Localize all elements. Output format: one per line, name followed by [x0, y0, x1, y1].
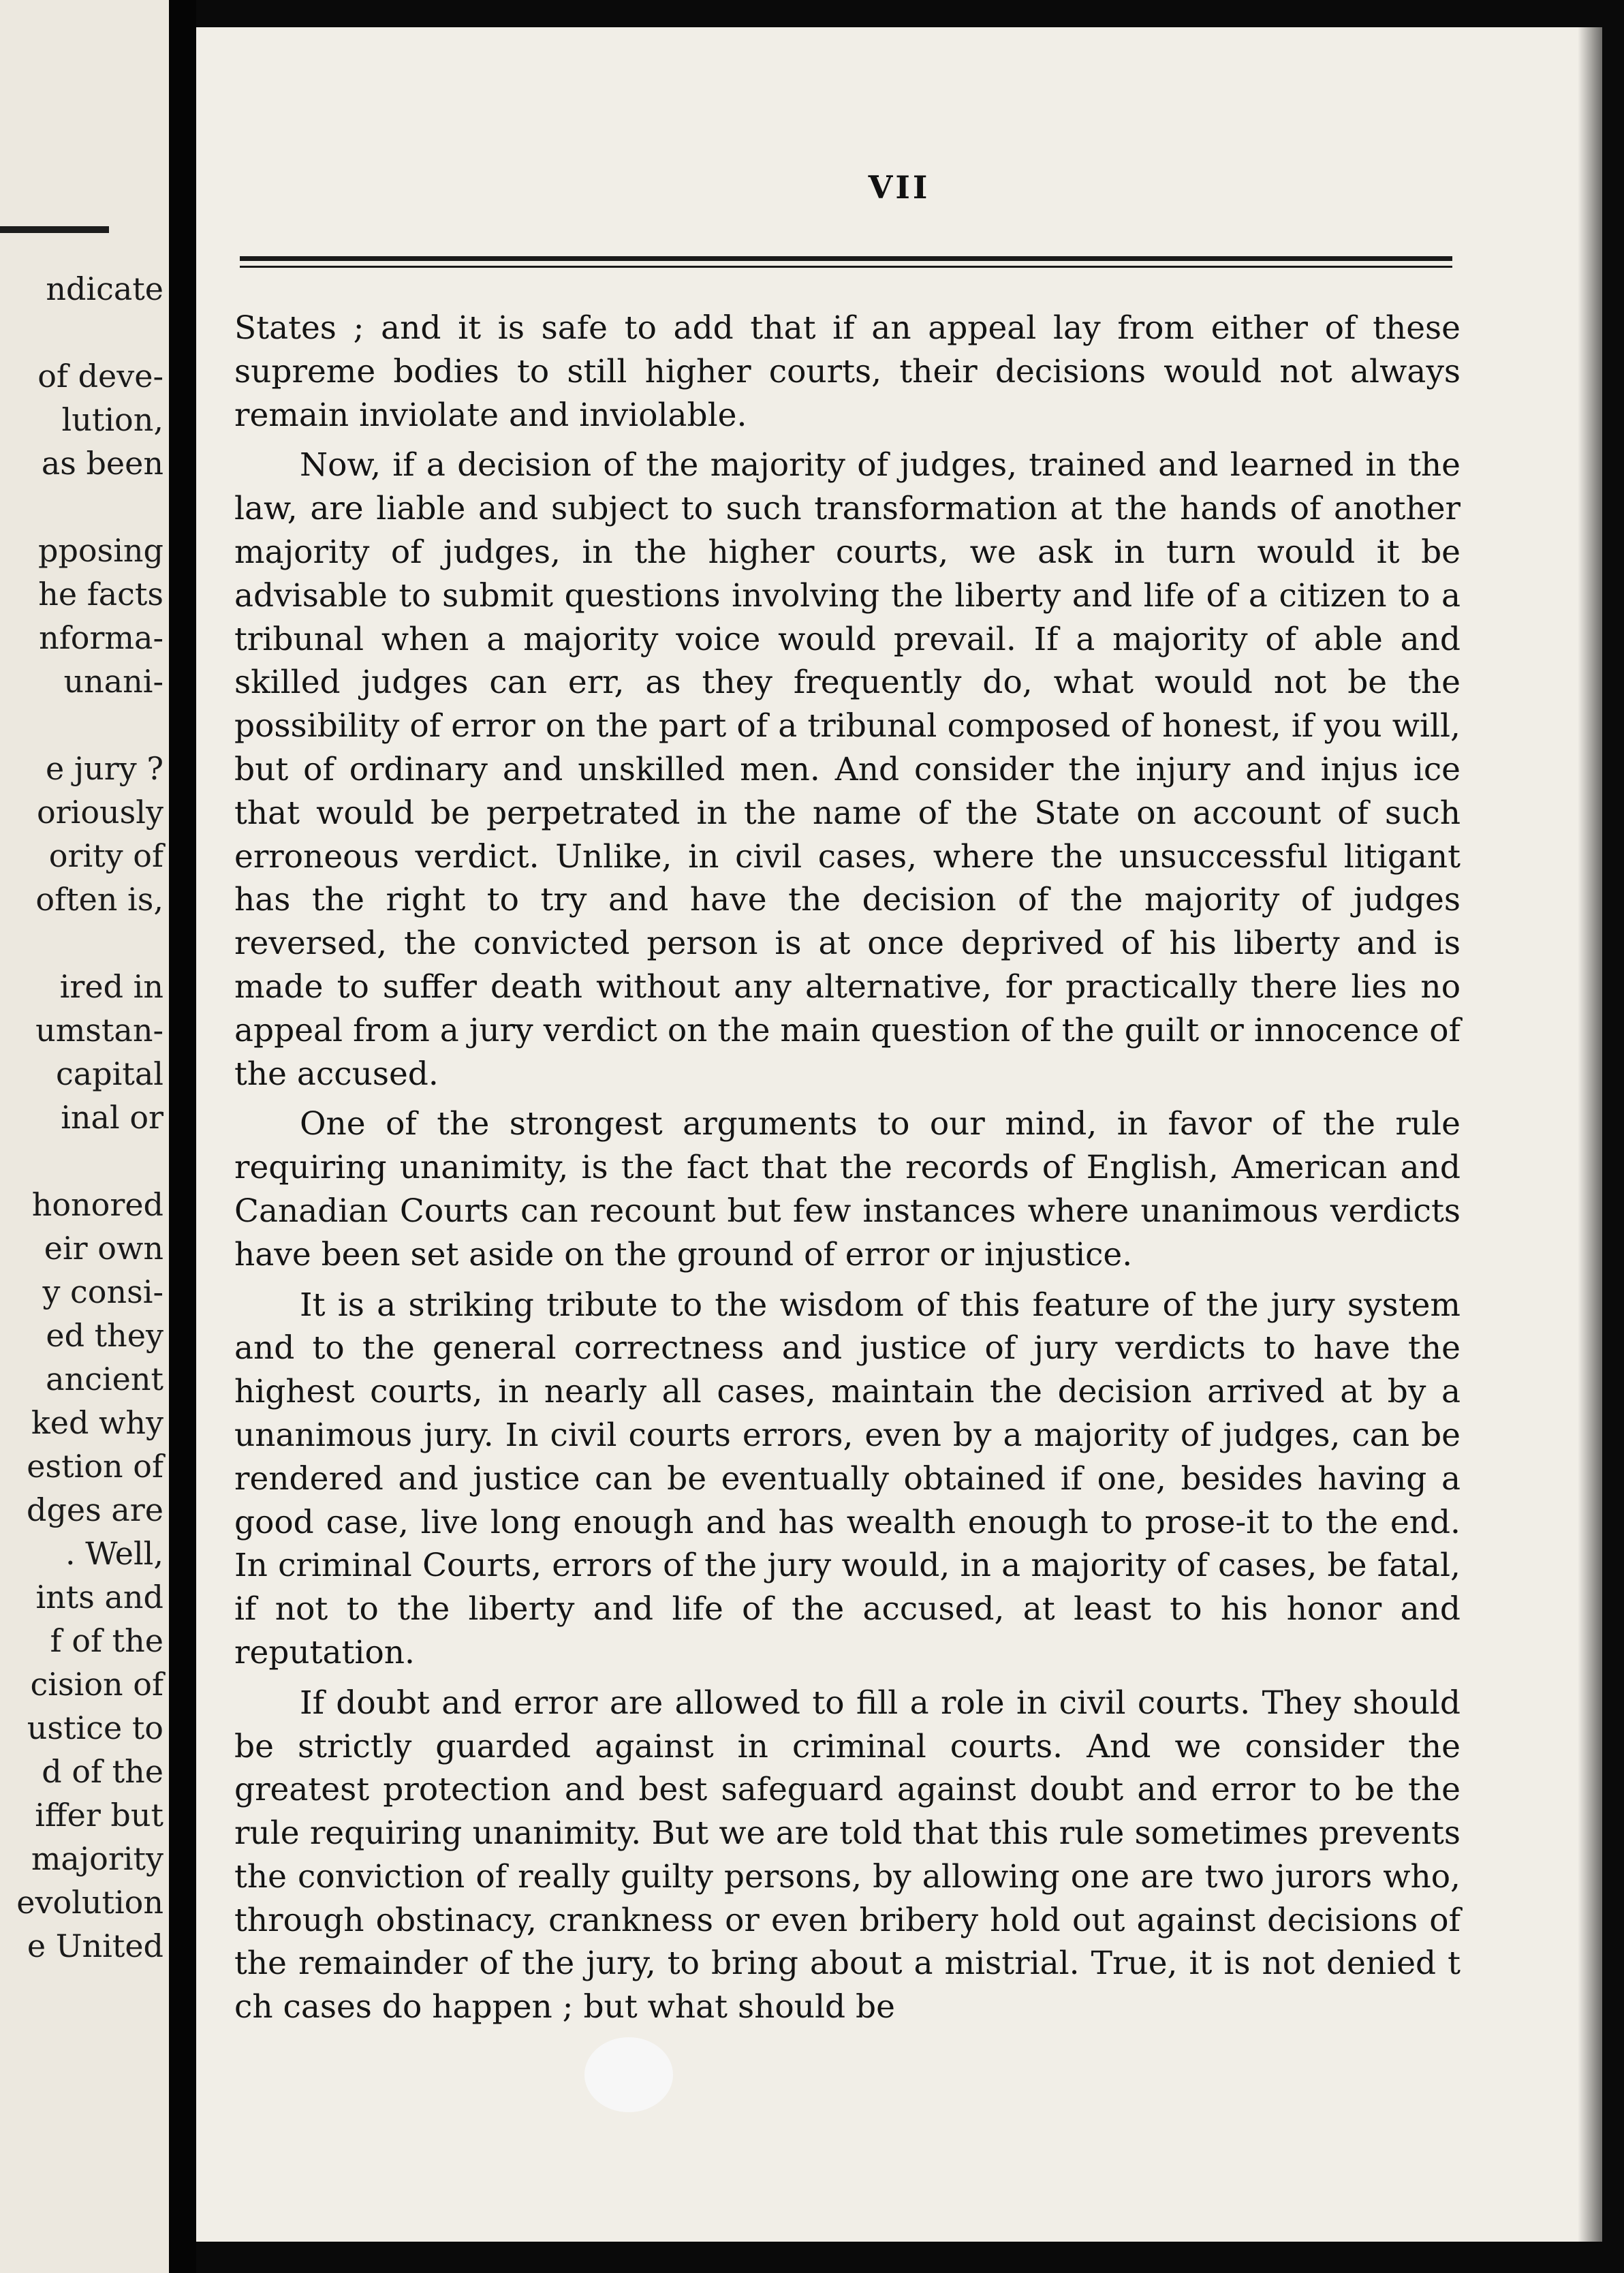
header-rule-thin — [240, 266, 1452, 268]
left-page-line: eir own — [44, 1230, 163, 1267]
left-page-line — [0, 311, 163, 354]
page-edge-shadow — [1578, 27, 1602, 2242]
paragraph: It is a striking tribute to the wisdom of this feature of the jury system and to the general correctness and justice of jury verdicts to have the highest courts, in nearly all cases, maintain the decision arrived at by a unanimous jury. In civil courts errors, even by a majority of judges, can be rendered and justice can be eventually obtained if one, besides having a good case, live long enough and has wealth enough to prose-it to the end. In criminal Courts, errors of the jury would, in a majority of cases, be fatal, if not to the liberty and life of the accused, at least to his honor and reputation. — [234, 1286, 1461, 1671]
left-page-line: e United — [27, 1928, 163, 1964]
left-page-line — [0, 1139, 163, 1183]
left-page-line: pposing — [38, 532, 163, 569]
left-page-line: ints and — [35, 1579, 163, 1615]
left-page-line: of deve- — [37, 358, 163, 395]
left-page-line: f of the — [50, 1622, 163, 1659]
left-page-line: often is, — [35, 881, 163, 918]
left-page-line: iffer but — [35, 1797, 163, 1834]
left-page-line: e jury ? — [46, 750, 163, 787]
header-rule — [240, 256, 1452, 261]
left-page-line: cision of — [30, 1666, 163, 1703]
left-page-line: umstan- — [35, 1012, 163, 1049]
left-page-rule — [0, 226, 109, 233]
left-page-line: ancient — [46, 1361, 163, 1397]
left-page-line: y consi- — [42, 1273, 163, 1310]
left-page-line: ority of — [48, 837, 163, 874]
book-gutter — [169, 0, 196, 2273]
left-page-text — [0, 267, 163, 1968]
page-number: VII — [868, 169, 931, 206]
left-page-line: ked why — [31, 1404, 163, 1441]
paragraph: States ; and it is safe to add that if an appeal lay from either of these supreme bodies to still higher courts, their decisions would not always remain inviolate and inviolable. — [234, 309, 1461, 434]
left-page-line: ndicate — [46, 270, 163, 307]
ink-blot — [584, 2037, 673, 2112]
left-page-line: ed they — [46, 1317, 163, 1354]
left-page-line: honored — [31, 1186, 163, 1223]
left-page-line: he facts — [38, 576, 163, 613]
left-page-line: . Well, — [65, 1535, 163, 1572]
left-page-line: unani- — [63, 663, 163, 700]
left-page-line: ustice to — [27, 1710, 163, 1746]
page-body — [234, 307, 1461, 2036]
left-page-line: ired in — [59, 968, 163, 1005]
book-page — [196, 27, 1602, 2242]
left-page-line: dges are — [27, 1491, 163, 1528]
left-page-line: as been — [41, 445, 163, 482]
paragraph: If doubt and error are allowed to fill a role in civil courts. They should be strictly guarded against in criminal courts. And we consider the greatest protection and best safeguard against doubt and error to be the rule requiring unanimity. But we are told that this rule sometimes prevents the conviction of really guilty persons, by allowing one are two jurors who, through obstinacy, crankness or even bribery hold out against decisions of the remainder of the jury, to bring about a mistrial. True, it is not denied t ch cases do happen ; but what should be — [234, 1684, 1461, 2026]
left-page-line: capital — [56, 1055, 163, 1092]
left-page-line: evolution — [16, 1884, 163, 1921]
left-page-line: oriously — [36, 794, 163, 831]
left-page-line: d of the — [42, 1753, 163, 1790]
left-page-line: estion of — [27, 1448, 163, 1485]
left-page-line: majority — [31, 1840, 163, 1877]
left-page-line: lution, — [61, 401, 163, 438]
left-page-line — [0, 703, 163, 747]
paragraph: One of the strongest arguments to our mind, in favor of the rule requiring unanimity, is the fact that the records of English, American and Canadian Courts can recount but few instances where unanimous verdicts have been set aside on the ground of error or injustice. — [234, 1105, 1461, 1273]
left-page-line — [0, 485, 163, 529]
left-page-line: inal or — [61, 1099, 163, 1136]
left-page-line — [0, 921, 163, 965]
left-page-line: nforma- — [39, 619, 163, 656]
paragraph: Now, if a decision of the majority of judges, trained and learned in the law, are liable and subject to such transformation at the hands of another majority of judges, in the higher courts, we ask in turn would it be advisable to submit questions involving the liberty and life of a citizen to a tribunal when a majority voice would prevail. If a majority of able and skilled judges can err, as they frequently do, what would not be the possibility of error on the part of a tribunal composed of honest, if you will, but of ordinary and unskilled men. And consider the injury and injus ice that would be perpetrated in the name of the State on account of such erroneous verdict. Unlike, in civil cases, where the unsuccessful litigant has the right to try and have the decision of the majority of judges reversed, the convicted person is at once deprived of his liberty and is made to suffer death without any alternative, for practically there lies no appeal from a jury verdict on the main question of the guilt or innocence of the accused. — [234, 446, 1461, 1093]
left-page-fragment — [0, 0, 169, 2273]
